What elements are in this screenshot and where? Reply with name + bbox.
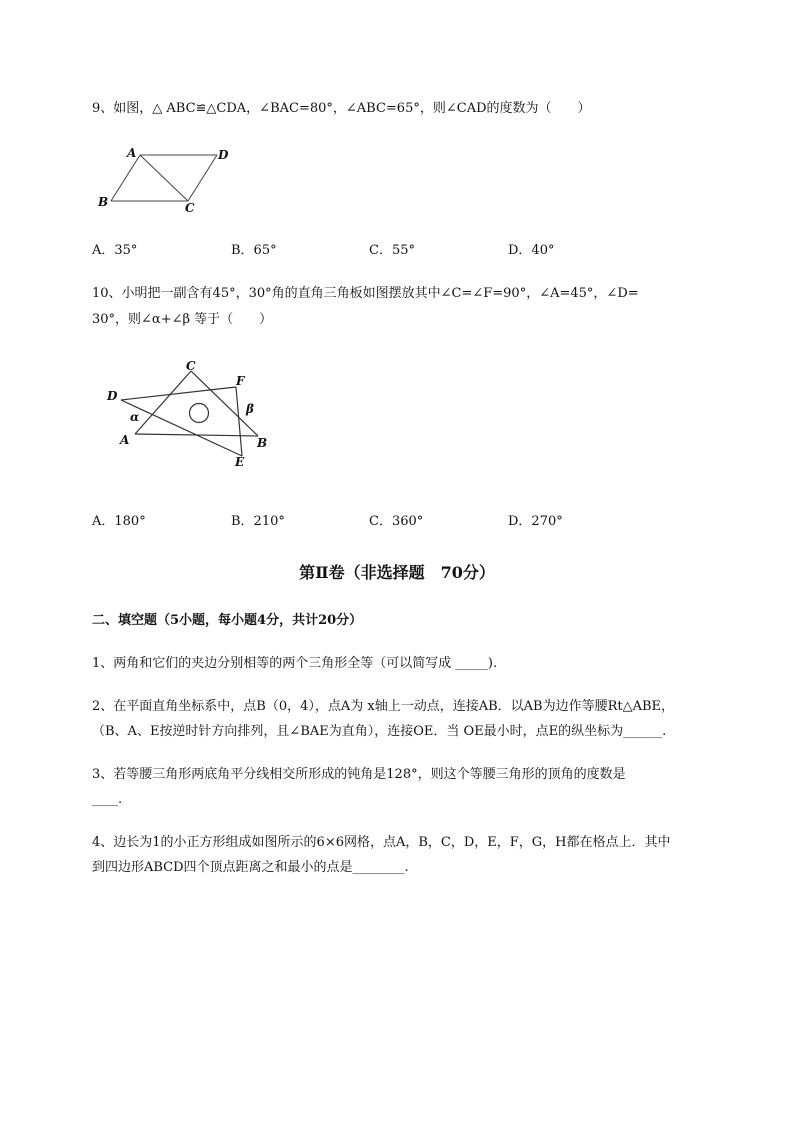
fill-q3-line2: ____. xyxy=(92,792,123,807)
q10-label-alpha: α xyxy=(130,410,140,424)
fill-q1: 1、两角和它们的夹边分别相等的两个三角形全等（可以简写成 _____). xyxy=(92,656,498,671)
q9-edge-ac xyxy=(140,155,188,201)
q9-option-c[interactable]: C．55° xyxy=(369,243,415,258)
q9-edge-dc xyxy=(188,155,217,201)
q10-option-b[interactable]: B．210° xyxy=(231,514,285,529)
q10-edge-fe xyxy=(236,387,242,456)
q10-option-c[interactable]: C．360° xyxy=(369,514,424,529)
fill-q4-line1: 4、边长为1的小正方形组成如图所示的6×6网格，点A，B，C，D，E，F，G，H都在格点上．其中 xyxy=(92,835,671,850)
q10-edge-de xyxy=(121,400,242,456)
q10-stem-line2: 30°，则∠α+∠β 等于（ ） xyxy=(92,312,273,327)
q9-options xyxy=(92,242,692,260)
q10-label-f: F xyxy=(236,374,245,388)
q10-label-d: D xyxy=(107,389,118,403)
q10-label-beta: β xyxy=(246,402,254,416)
q9-stem: 9、如图，△ ABC≌△CDA，∠BAC=80°，∠ABC=65°，则∠CAD的度数为（ ） xyxy=(92,101,591,116)
q10-circle xyxy=(190,404,209,423)
q9-figure xyxy=(92,140,242,220)
q9-label-c: C xyxy=(185,201,195,215)
q9-label-a: A xyxy=(127,146,137,160)
fill-q3-line1: 3、若等腰三角形两底角平分线相交所形成的钝角是128°，则这个等腰三角形的顶角的度数是 xyxy=(92,767,626,782)
q9-label-b: B xyxy=(98,195,109,209)
fill-q4-line2: 到四边形ABCD四个顶点距离之和最小的点是________. xyxy=(92,860,409,875)
section-title: 第Ⅱ卷（非选择题 70分） xyxy=(299,563,495,582)
q9-option-d[interactable]: D．40° xyxy=(508,243,555,258)
q10-figure xyxy=(100,355,280,475)
q10-label-a: A xyxy=(120,433,130,447)
q10-option-d[interactable]: D．270° xyxy=(508,514,563,529)
q10-label-b: B xyxy=(257,436,268,450)
fill-q2-line2: （B、A、E按逆时针方向排列，且∠BAE为直角），连接OE．当 OE最小时，点E的纵坐标为______. xyxy=(92,724,667,739)
q10-label-e: E xyxy=(235,455,245,469)
q10-edge-ac xyxy=(135,371,191,434)
fill-q2-line1: 2、在平面直角坐标系中，点B（0，4），点A为 x轴上一动点，连接AB．以AB为边作等腰Rt△ABE， xyxy=(92,699,675,714)
q9-edge-ab xyxy=(111,155,140,201)
q10-options xyxy=(92,513,692,531)
q10-label-c: C xyxy=(186,359,196,373)
part-heading: 二、填空题（5小题，每小题4分，共计20分） xyxy=(92,613,363,628)
q9-label-d: D xyxy=(218,148,229,162)
q9-option-a[interactable]: A．35° xyxy=(92,243,138,258)
q10-option-a[interactable]: A．180° xyxy=(92,514,146,529)
q10-stem-line1: 10、小明把一副含有45°，30°角的直角三角板如图摆放其中∠C=∠F=90°，∠A=45°，∠D= xyxy=(92,286,639,301)
q9-option-b[interactable]: B．65° xyxy=(231,243,277,258)
